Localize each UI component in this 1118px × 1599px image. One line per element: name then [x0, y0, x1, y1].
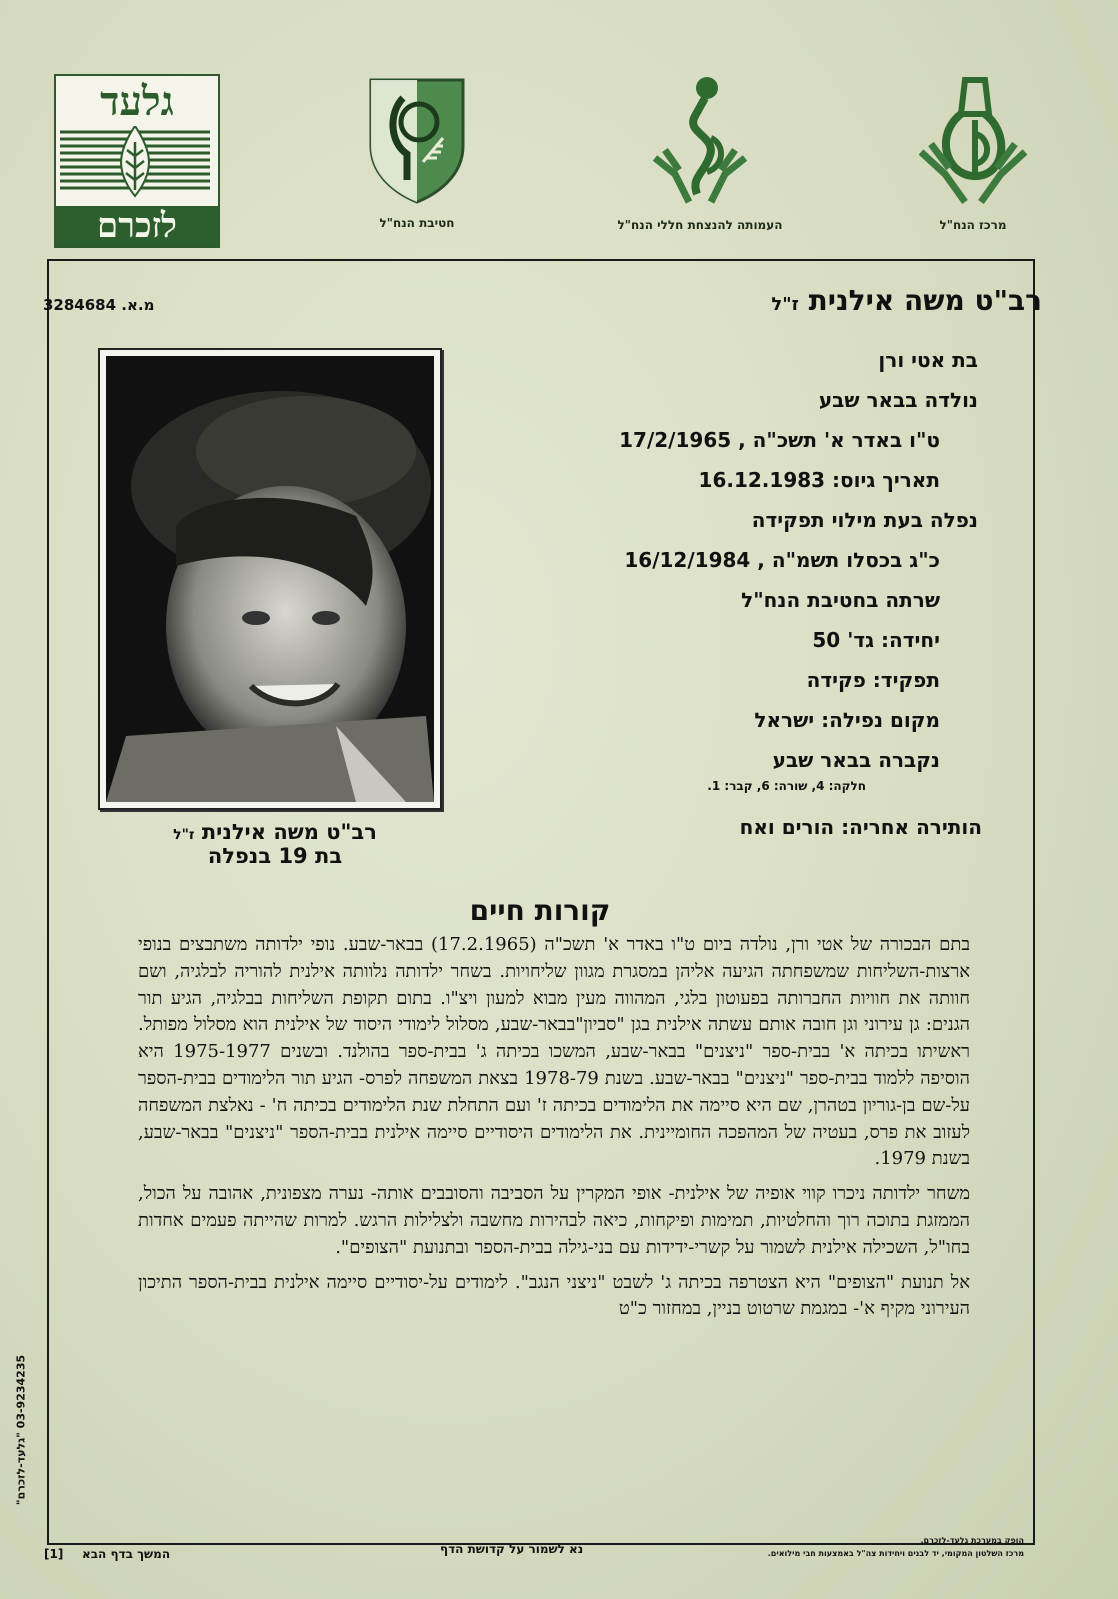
portrait-photo [106, 356, 434, 802]
logo-top-text: גלעד [100, 78, 174, 125]
publisher-line-2: מרכז השלטון המקומי, יד לבנים ויחידות צה"ל באמצעות חבי מילואים. [767, 1549, 1024, 1558]
caption-age: בת 19 בנפלה [207, 844, 343, 868]
detail-birth-date: ט"ו באדר א' תשכ"ה , 17/2/1965 [619, 428, 940, 452]
nahal-brigade-emblem [352, 76, 482, 230]
biography-title: קורות חיים [469, 894, 611, 927]
detail-survived-by: הותירה אחריה: הורים ואח [739, 815, 982, 839]
photo-caption [140, 820, 410, 868]
nahal-brigade-shield-icon [367, 76, 467, 206]
nahal-memorial-emblem-icon [645, 74, 755, 208]
detail-parents: בת אטי ורן [878, 348, 978, 372]
emblem-caption: מרכז הנח"ל [939, 218, 1007, 232]
detail-place-of-fall: מקום נפילה: ישראל [754, 708, 940, 732]
nahal-center-emblem-icon [915, 74, 1031, 208]
nahal-memorial-association-emblem [600, 74, 800, 232]
detail-role: תפקיד: פקידה [806, 668, 940, 692]
detail-fell-on-duty: נפלה בעת מילוי תפקידה [751, 508, 978, 532]
side-contact-text: 03-9234235 "גלעד-לזכרם" [14, 1354, 28, 1506]
bio-paragraph: משחר ילדותה ניכרו קווי אופיה של אילנית- אופי המקרין על הסביבה והסובבים אותה- נערה מצפונית, אהובה על הכול, הממזגת בתוכה רוך והחלטיות, תמימות ופיקחות, כיאה לבהירות מחשבה ולצלילות הרגש. למרות שהייתה פעמים אחדות בחו"ל, השכילה אילנית לשמור על קשרי-ידידות עם בני-גילה בבית-הספר ובתנועת "הצופים". [138, 1183, 970, 1258]
gilad-lezichram-logo [54, 74, 220, 248]
detail-unit: יחידה: גד' 50 [812, 628, 940, 652]
detail-service: שרתה בחטיבת הנח"ל [741, 588, 940, 612]
soldier-name-heading [771, 284, 1042, 317]
logo-bottom-text: לזכרם [56, 206, 218, 246]
bio-paragraph: אל תנועת "הצופים" היא הצטרפה בכיתה ג' לשבט "ניצני הנגב". לימודים על-יסודיים סיימה אילנית בבית-הספר התיכון העירוני מקיף א'- במגמת שרטוט בניין, במחזור כ"ט [138, 1271, 970, 1320]
detail-birthplace: נולדה בבאר שבע [818, 388, 978, 412]
soldier-photo [98, 348, 442, 810]
emblem-caption: חטיבת הנח"ל [379, 216, 455, 230]
detail-death-date: כ"ג בכסלו תשמ"ה , 16/12/1984 [624, 548, 940, 572]
continued-next-page: המשך בדף הבא [82, 1547, 171, 1561]
bio-paragraph: בתם הבכורה של אטי ורן, נולדה ביום ט"ו באדר א' תשכ"ה (17.2.1965) בבאר-שבע. נופי ילדותה משתבצים בנופי ארצות-השליחות שמשפחתה הגיעה אליהן במסגרת מגוון שליחויות. בשחר ילדותה נלוותה אילנית להוריה לבלגיה, ושם חוותה את חוויות החברותה בפעוטון בלגי, המהווה מעין מבוא למעון ויצ"ו. בתום תקופת השליחות בבלגיה, הגיע תור הגנים: גן עירוני וגן חובה אותם עשתה אילנית בגן "סביון"בבאר-שבע, מסלול לימודי היסוד של אילנית הוא מסלול מפותל. ראשיתו בכיתה א' בבית-ספר "ניצנים" בבאר-שבע, המשכו בכיתה ג' בבית-ספר בהולנד. ובשנים 1975-1977 היא הוסיפה ללמוד בבית-ספר "ניצנים" בבאר-שבע. בשנת 1978-79 בצאת המשפחה לפרס- הגיע תור הלימודים בבית-הספר על-שם בן-גוריון בטהרן, שם היא סיימה את הלימודים בכיתה ז' ועם התחלת שנת הלימודים בכיתה ח' - נאלצת המשפחה לעזוב את פרס, בעטיה של המהפכה החומיינית. את הלימודים היסודיים סיימה אילנית בבית-הספר "ניצנים" בבאר-שבע, בשנת 1979. [138, 934, 971, 1170]
zl-abbrev: ז"ל [771, 294, 799, 315]
detail-grave-location: חלקה: 4, שורה: 6, קבר: 1. [707, 779, 866, 793]
biography-text [138, 932, 970, 1331]
caption-zl: ז"ל [173, 827, 195, 843]
emblem-caption: העמותה להנצחת חללי הנח"ל [617, 218, 783, 232]
personal-number: מ.א. 3284684 [43, 296, 155, 314]
flame-tree-icon [56, 126, 214, 200]
side-contact [4, 1330, 38, 1530]
soldier-name: רב"ט משה אילנית [808, 284, 1042, 317]
page-marker: [1] [44, 1547, 64, 1561]
sanctity-note: נא לשמור על קדושת הדף [440, 1542, 584, 1556]
detail-burial: נקברה בבאר שבע [772, 748, 940, 772]
nahal-center-emblem [910, 74, 1036, 232]
detail-enlistment-date: תאריך גיוס: 16.12.1983 [698, 468, 940, 492]
caption-name: רב"ט משה אילנית [201, 820, 377, 844]
publisher-line: הופק במערכת גלעד-לזכרם. [920, 1536, 1024, 1545]
